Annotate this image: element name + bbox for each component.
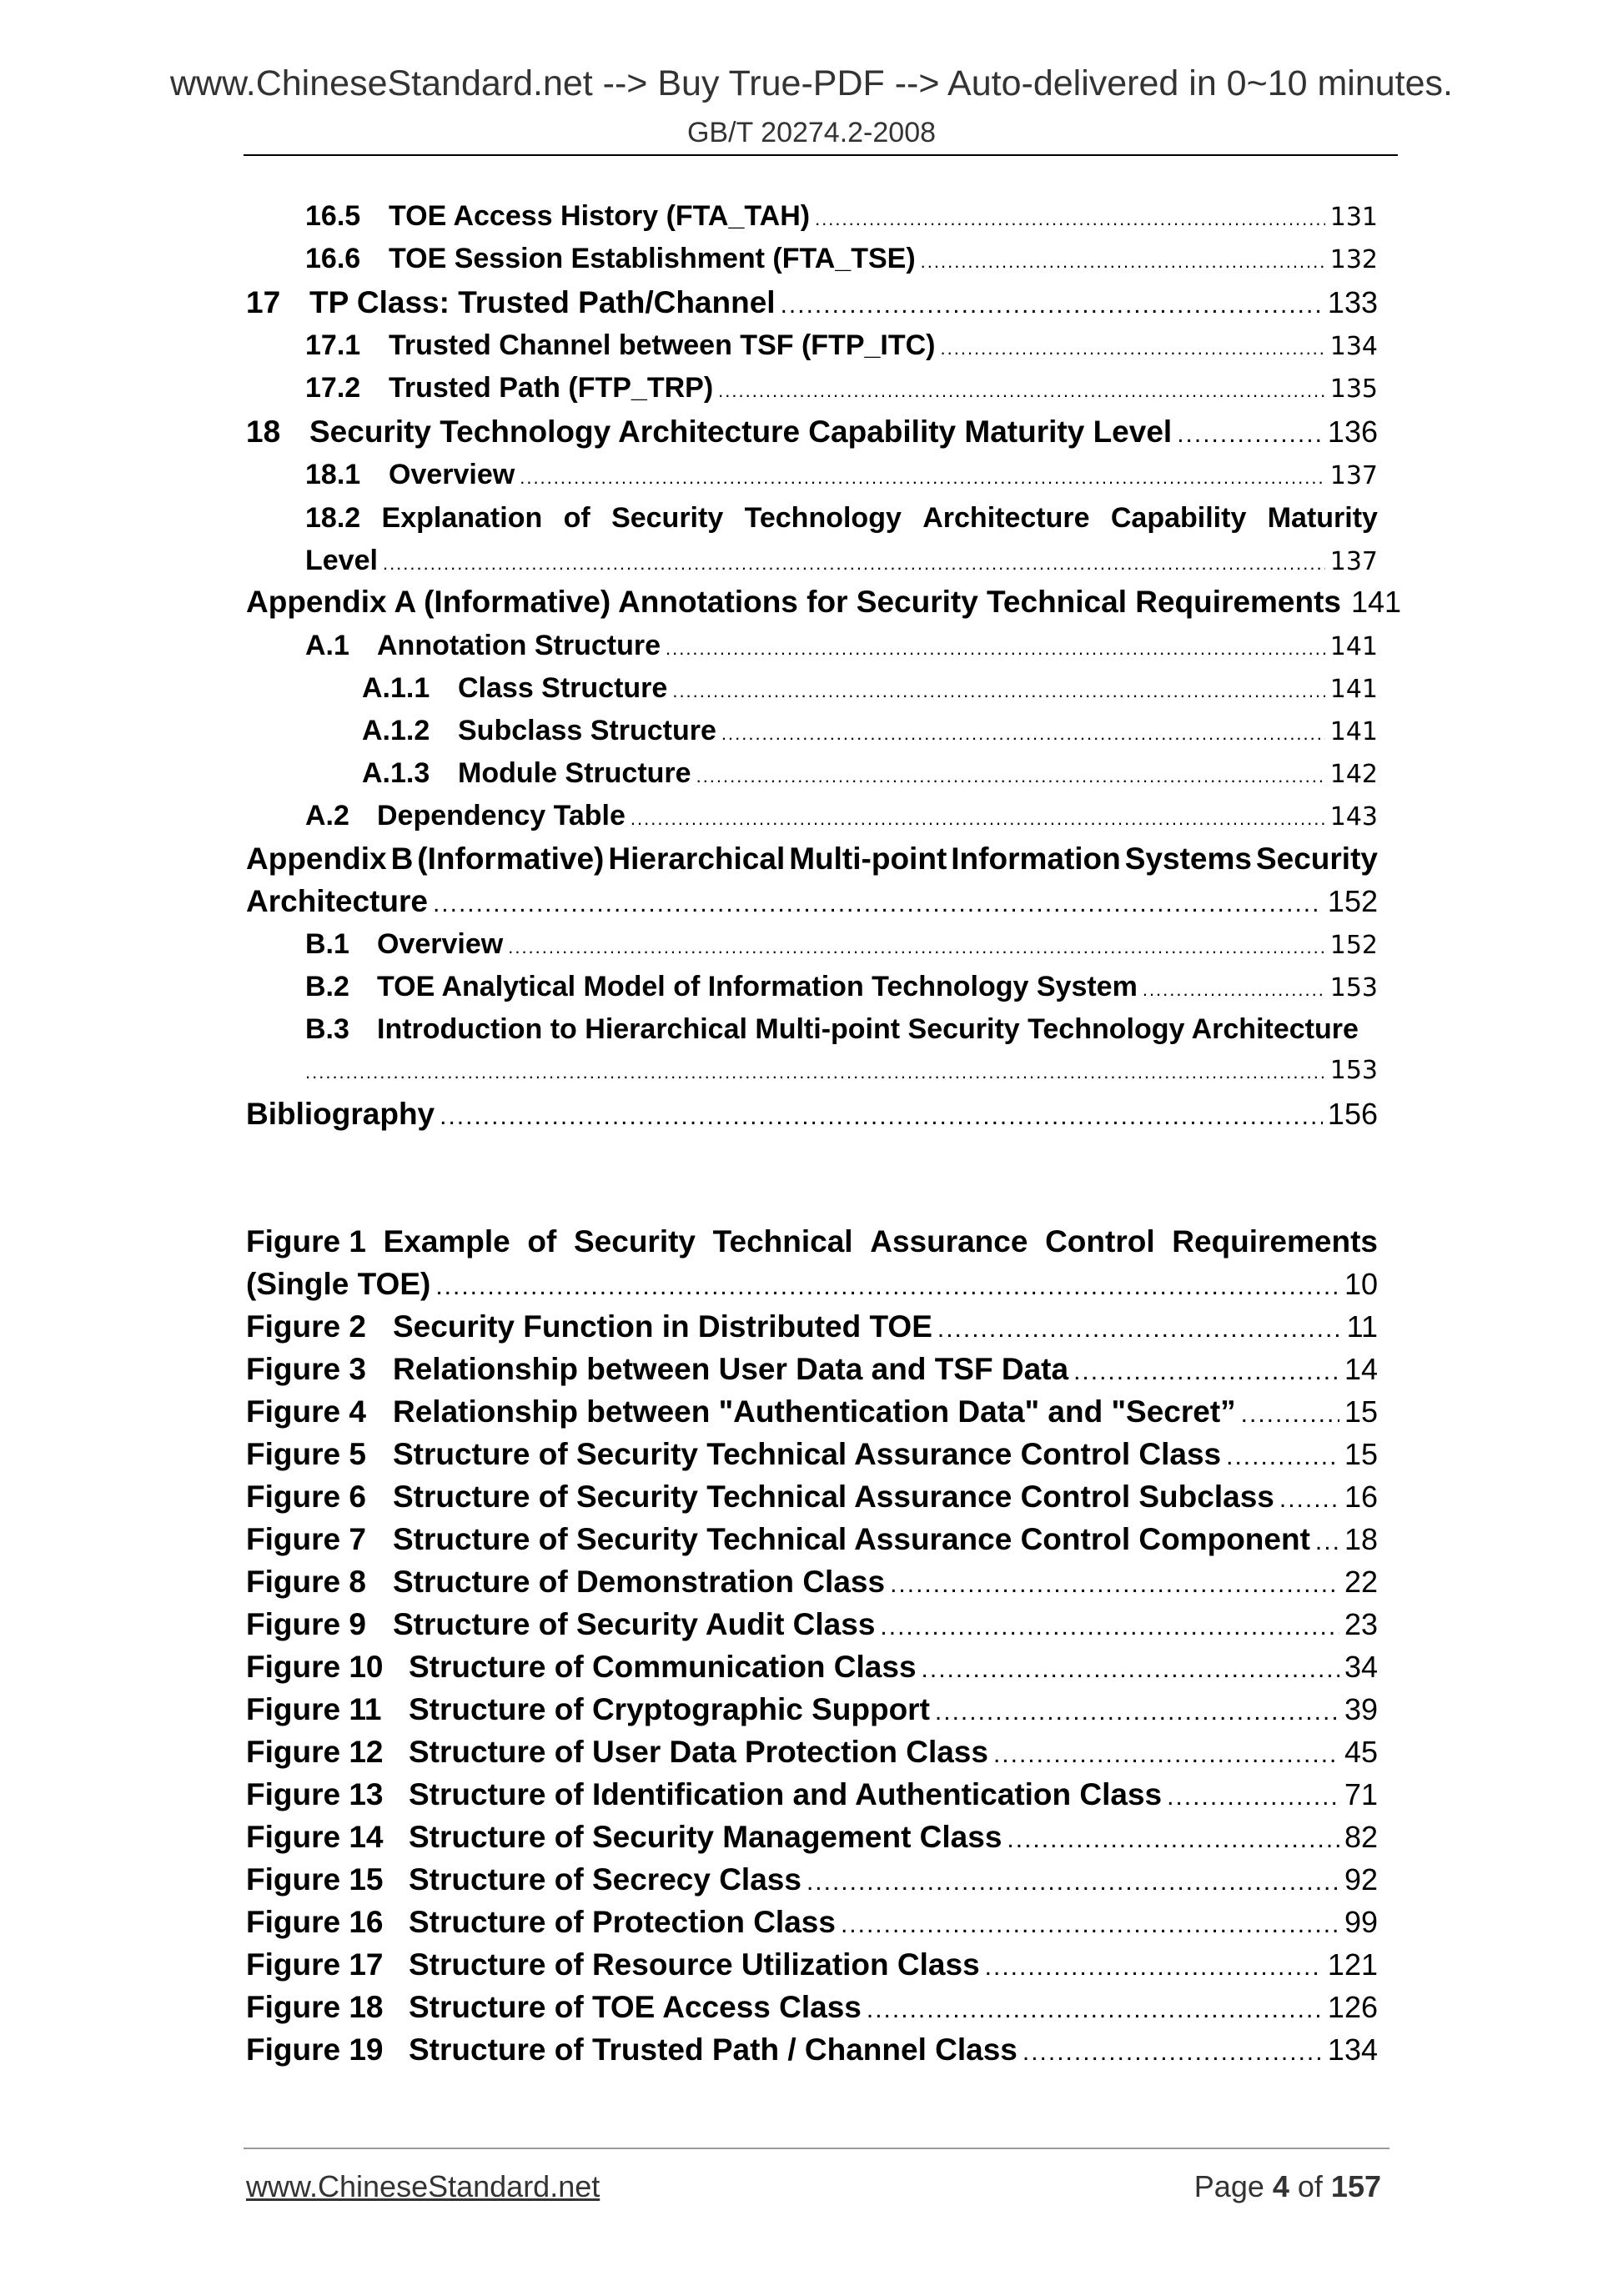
toc-entry[interactable] bbox=[305, 372, 1378, 404]
toc-title-word: Security bbox=[1255, 842, 1378, 876]
figure-entry[interactable] bbox=[246, 1352, 1378, 1387]
figure-page: 23 bbox=[1344, 1607, 1378, 1641]
toc-entry[interactable] bbox=[246, 1097, 1378, 1132]
figure-entry[interactable] bbox=[246, 1947, 1378, 1982]
toc-title: Class Structure bbox=[458, 672, 668, 704]
toc-page: 137 bbox=[1329, 547, 1378, 576]
toc-entry[interactable] bbox=[305, 800, 1378, 832]
figure-page: 15 bbox=[1344, 1437, 1378, 1471]
toc-page: 132 bbox=[1329, 245, 1378, 274]
header-banner[interactable]: www.ChineseStandard.net --> Buy True-PDF --> Auto-delivered in 0~10 minutes. bbox=[169, 63, 1453, 103]
figure-page: 45 bbox=[1344, 1735, 1378, 1769]
figure-title: (Single TOE) bbox=[246, 1267, 431, 1301]
figure-page: 15 bbox=[1344, 1394, 1378, 1429]
figure-page: 22 bbox=[1344, 1565, 1378, 1599]
toc-number: B.3 bbox=[305, 1013, 349, 1045]
figure-title-word: Control bbox=[1045, 1224, 1155, 1259]
toc-leader bbox=[520, 467, 1325, 489]
toc-title: Dependency Table bbox=[377, 800, 626, 831]
figure-title: Structure of User Data Protection Class bbox=[409, 1735, 988, 1769]
figure-entry[interactable] bbox=[246, 1480, 1378, 1515]
figure-label: Figure 11 bbox=[246, 1692, 382, 1726]
figure-label: Figure 3 bbox=[246, 1352, 366, 1386]
toc-title-word: Hierarchical bbox=[608, 842, 786, 876]
toc-page: 137 bbox=[1329, 461, 1378, 490]
toc-entry-continued[interactable] bbox=[305, 1056, 1378, 1085]
toc-leader bbox=[631, 808, 1325, 830]
toc-title: Architecture bbox=[246, 884, 428, 918]
toc-title: Introduction to Hierarchical Multi-point Security Technology Architecture bbox=[377, 1013, 1359, 1045]
figure-label: Figure 4 bbox=[246, 1394, 366, 1429]
toc-title: TOE Analytical Model of Information Technology System bbox=[377, 971, 1138, 1002]
toc-page: 152 bbox=[1327, 884, 1378, 918]
toc-title-word: Information bbox=[951, 842, 1121, 876]
figure-leader bbox=[1315, 1528, 1339, 1556]
toc-title: Subclass Structure bbox=[458, 715, 716, 746]
toc-title: Module Structure bbox=[458, 757, 691, 789]
toc-number: 18.1 bbox=[305, 459, 361, 490]
figure-label: Figure 15 bbox=[246, 1862, 384, 1897]
figure-leader bbox=[806, 1868, 1339, 1897]
figure-page: 39 bbox=[1344, 1692, 1378, 1726]
toc-entry[interactable] bbox=[305, 630, 1378, 662]
toc-title: Overview bbox=[377, 928, 504, 960]
page-current: 4 bbox=[1272, 2169, 1289, 2203]
toc-title: TOE Session Establishment (FTA_TSE) bbox=[389, 243, 916, 274]
toc-entry-continued[interactable] bbox=[305, 545, 1378, 577]
toc-leader bbox=[672, 681, 1324, 702]
figure-label: Figure 7 bbox=[246, 1522, 366, 1556]
figure-page: 10 bbox=[1344, 1267, 1378, 1301]
toc-title-word: Appendix bbox=[246, 842, 387, 876]
toc-number: 16.5 bbox=[305, 200, 361, 232]
toc-leader bbox=[305, 1062, 1325, 1083]
figure-leader bbox=[1279, 1485, 1339, 1514]
toc-number: 18 bbox=[246, 414, 281, 449]
toc-entry[interactable] bbox=[362, 715, 1378, 747]
toc-leader bbox=[1143, 979, 1325, 1001]
toc-title: Level bbox=[305, 545, 378, 576]
figure-page: 121 bbox=[1327, 1947, 1378, 1982]
toc-page: 136 bbox=[1327, 414, 1378, 449]
figure-leader bbox=[841, 1911, 1339, 1939]
toc-leader bbox=[440, 1103, 1323, 1131]
toc-title-word: Explanation bbox=[381, 502, 543, 534]
figure-entry[interactable] bbox=[246, 1905, 1378, 1940]
toc-entry[interactable] bbox=[246, 842, 1378, 877]
toc-entry[interactable] bbox=[246, 285, 1378, 320]
figure-title: Structure of Secrecy Class bbox=[409, 1862, 801, 1897]
toc-number: A.1.2 bbox=[362, 715, 430, 746]
figure-label: Figure 16 bbox=[246, 1905, 384, 1939]
figure-label: Figure 17 bbox=[246, 1947, 384, 1982]
figure-entry[interactable] bbox=[246, 1224, 1378, 1259]
figure-page: 134 bbox=[1327, 2032, 1378, 2067]
figure-leader bbox=[1241, 1400, 1339, 1429]
figure-label: Figure 1 bbox=[246, 1224, 366, 1259]
page-indicator bbox=[1194, 2169, 1381, 2204]
figure-title-word: Example bbox=[383, 1224, 510, 1259]
figure-title-word: Security bbox=[573, 1224, 696, 1259]
toc-page: 134 bbox=[1329, 332, 1378, 361]
figure-entry[interactable] bbox=[246, 1607, 1378, 1642]
toc-title: TOE Access History (FTA_TAH) bbox=[389, 200, 811, 232]
toc-entry[interactable] bbox=[246, 414, 1378, 450]
figure-page: 11 bbox=[1346, 1309, 1378, 1344]
figure-page: 82 bbox=[1344, 1820, 1378, 1854]
toc-title: Security Technology Architecture Capability Maturity Level bbox=[309, 414, 1173, 449]
toc-title-word: Multi-point bbox=[789, 842, 947, 876]
toc-entry[interactable] bbox=[305, 243, 1378, 275]
toc-leader bbox=[718, 380, 1325, 402]
toc-leader bbox=[1177, 420, 1323, 449]
figure-label: Figure 9 bbox=[246, 1607, 366, 1641]
figure-title: Relationship between User Data and TSF Data bbox=[393, 1352, 1069, 1386]
toc-number: 17.2 bbox=[305, 372, 361, 404]
figure-entry[interactable] bbox=[246, 1777, 1378, 1812]
figure-page: 18 bbox=[1344, 1522, 1378, 1556]
toc-page: 141 bbox=[1329, 675, 1378, 704]
toc-number: B.2 bbox=[305, 971, 349, 1002]
toc-title-word: Capability bbox=[1110, 502, 1247, 534]
toc-page: 141 bbox=[1329, 717, 1378, 746]
toc-title-word: of bbox=[563, 502, 590, 534]
toc-leader bbox=[921, 251, 1325, 273]
page-prefix: Page bbox=[1193, 2169, 1273, 2203]
toc-number: 16.6 bbox=[305, 243, 361, 274]
figure-page: 71 bbox=[1344, 1777, 1378, 1811]
figure-label: Figure 13 bbox=[246, 1777, 384, 1811]
figure-page: 99 bbox=[1344, 1905, 1378, 1939]
figure-title: Structure of Protection Class bbox=[409, 1905, 836, 1939]
figure-leader bbox=[993, 1741, 1339, 1769]
figure-leader bbox=[435, 1273, 1339, 1301]
figure-title: Structure of Communication Class bbox=[409, 1650, 917, 1684]
figure-label: Figure 12 bbox=[246, 1735, 384, 1769]
figure-entry[interactable] bbox=[246, 1394, 1378, 1429]
figure-leader bbox=[880, 1613, 1339, 1641]
figure-title: Security Function in Distributed TOE bbox=[393, 1309, 932, 1344]
page-of: of bbox=[1289, 2169, 1331, 2203]
toc-leader bbox=[696, 766, 1325, 787]
figure-title: Structure of Trusted Path / Channel Class bbox=[409, 2032, 1018, 2067]
figure-page: 16 bbox=[1344, 1480, 1378, 1514]
figure-leader bbox=[890, 1570, 1339, 1599]
toc-entry[interactable] bbox=[362, 757, 1378, 790]
toc-number: 17.1 bbox=[305, 329, 361, 361]
toc-title: Appendix A (Informative) Annotations for Security Technical Requirements bbox=[246, 585, 1341, 619]
figure-leader bbox=[1023, 2038, 1323, 2067]
figure-label: Figure 5 bbox=[246, 1437, 366, 1471]
toc-leader bbox=[815, 208, 1325, 230]
toc-leader bbox=[383, 553, 1325, 575]
toc-leader bbox=[941, 338, 1325, 359]
figure-title: Structure of Demonstration Class bbox=[393, 1565, 886, 1599]
figure-page: 92 bbox=[1344, 1862, 1378, 1897]
toc-page: 152 bbox=[1329, 931, 1378, 960]
toc-title: Annotation Structure bbox=[377, 630, 661, 661]
figure-entry[interactable] bbox=[246, 1565, 1378, 1600]
toc-title-word: Technology bbox=[744, 502, 902, 534]
figure-title: Structure of Security Audit Class bbox=[393, 1607, 876, 1641]
figure-leader bbox=[867, 1996, 1323, 2024]
figure-entry[interactable] bbox=[246, 1735, 1378, 1770]
figure-entry[interactable] bbox=[246, 1820, 1378, 1855]
figure-entry[interactable] bbox=[246, 2032, 1378, 2067]
toc-page: 153 bbox=[1329, 1056, 1378, 1085]
toc-number: 17 bbox=[246, 285, 281, 319]
toc-page: 153 bbox=[1329, 973, 1378, 1002]
figure-title-word: of bbox=[527, 1224, 557, 1259]
toc-entry[interactable] bbox=[305, 502, 1378, 535]
figure-leader bbox=[1226, 1443, 1339, 1471]
toc-title-word: Maturity bbox=[1267, 502, 1378, 534]
footer-site-link[interactable]: www.ChineseStandard.net bbox=[246, 2169, 600, 2203]
toc-entry[interactable] bbox=[305, 329, 1378, 362]
figure-entry[interactable] bbox=[246, 1862, 1378, 1897]
figure-title: Structure of Security Technical Assurance Control Subclass bbox=[393, 1480, 1274, 1514]
toc-title-word: Security bbox=[611, 502, 724, 534]
toc-number: A.1.1 bbox=[362, 672, 430, 704]
figure-leader bbox=[985, 1953, 1323, 1982]
toc-page: 141 bbox=[1351, 585, 1402, 619]
figure-leader bbox=[1007, 1826, 1339, 1854]
toc-leader bbox=[433, 890, 1323, 918]
toc-number: A.2 bbox=[305, 800, 349, 831]
figure-title: Relationship between "Authentication Data" and "Secret” bbox=[393, 1394, 1236, 1429]
toc-page: 156 bbox=[1327, 1097, 1378, 1131]
footer-divider bbox=[244, 2148, 1389, 2149]
figure-label: Figure 14 bbox=[246, 1820, 384, 1854]
toc-title-word: (Informative) bbox=[417, 842, 605, 876]
toc-entry[interactable] bbox=[305, 1013, 1378, 1046]
toc-title-word: Architecture bbox=[922, 502, 1090, 534]
figure-label: Figure 18 bbox=[246, 1990, 384, 2024]
figure-label: Figure 19 bbox=[246, 2032, 384, 2067]
figure-label: Figure 10 bbox=[246, 1650, 384, 1684]
toc-page: 133 bbox=[1327, 285, 1378, 319]
figure-page: 34 bbox=[1344, 1650, 1378, 1684]
figure-leader bbox=[922, 1655, 1339, 1684]
toc-title-word: Systems bbox=[1124, 842, 1252, 876]
header-divider bbox=[244, 154, 1398, 156]
figure-title: Structure of Cryptographic Support bbox=[409, 1692, 930, 1726]
figure-label: Figure 8 bbox=[246, 1565, 366, 1599]
toc-page: 142 bbox=[1329, 760, 1378, 789]
figure-page: 126 bbox=[1327, 1990, 1378, 2024]
figure-label: Figure 6 bbox=[246, 1480, 366, 1514]
figure-title: Structure of Security Management Class bbox=[409, 1820, 1002, 1854]
toc-number: A.1 bbox=[305, 630, 349, 661]
figure-entry[interactable] bbox=[246, 1692, 1378, 1727]
figure-title-word: Technical bbox=[712, 1224, 853, 1259]
figure-leader bbox=[937, 1315, 1342, 1344]
toc-page: 141 bbox=[1329, 632, 1378, 661]
toc-number: 18.2 bbox=[305, 502, 361, 534]
toc-number: B.1 bbox=[305, 928, 349, 960]
toc-leader bbox=[781, 291, 1323, 319]
figure-title: Structure of Security Technical Assurance Control Class bbox=[393, 1437, 1222, 1471]
toc-leader bbox=[721, 723, 1325, 745]
figure-title: Structure of TOE Access Class bbox=[409, 1990, 862, 2024]
standard-number: GB/T 20274.2-2008 bbox=[686, 117, 937, 148]
figure-title: Structure of Identification and Authentication Class bbox=[409, 1777, 1163, 1811]
toc-number: A.1.3 bbox=[362, 757, 430, 789]
figure-entry[interactable] bbox=[246, 1990, 1378, 2025]
figure-leader bbox=[935, 1698, 1339, 1726]
figure-entry[interactable] bbox=[246, 1437, 1378, 1472]
toc-entry[interactable] bbox=[305, 459, 1378, 491]
toc-title: Trusted Path (FTP_TRP) bbox=[389, 372, 714, 404]
toc-leader bbox=[666, 638, 1325, 660]
toc-entry-continued[interactable] bbox=[246, 884, 1378, 919]
toc-page: 135 bbox=[1329, 374, 1378, 404]
figure-entry[interactable] bbox=[246, 1650, 1378, 1685]
figure-title-word: Requirements bbox=[1172, 1224, 1378, 1259]
figure-entry[interactable] bbox=[246, 1522, 1378, 1557]
toc-title-word: B bbox=[390, 842, 414, 876]
toc-title: Trusted Channel between TSF (FTP_ITC) bbox=[389, 329, 936, 361]
figure-title-word: Assurance bbox=[870, 1224, 1028, 1259]
toc-entry[interactable] bbox=[246, 585, 1402, 620]
figure-leader bbox=[1167, 1783, 1339, 1811]
toc-page: 143 bbox=[1329, 802, 1378, 831]
figure-title: Structure of Security Technical Assurance Control Component bbox=[393, 1522, 1310, 1556]
figure-leader bbox=[1073, 1358, 1339, 1386]
toc-leader bbox=[508, 937, 1325, 958]
figure-entry-continued[interactable] bbox=[246, 1267, 1378, 1302]
figure-title: Structure of Resource Utilization Class bbox=[409, 1947, 980, 1982]
toc-title: Overview bbox=[389, 459, 515, 490]
toc-page: 131 bbox=[1329, 203, 1378, 232]
toc-entry[interactable] bbox=[305, 928, 1378, 961]
toc-entry[interactable] bbox=[305, 200, 1378, 233]
figure-label: Figure 2 bbox=[246, 1309, 366, 1344]
figure-page: 14 bbox=[1344, 1352, 1378, 1386]
toc-title: Bibliography bbox=[246, 1097, 435, 1131]
toc-entry[interactable] bbox=[305, 971, 1378, 1003]
toc-entry[interactable] bbox=[362, 672, 1378, 705]
figure-entry[interactable] bbox=[246, 1309, 1378, 1344]
toc-title: TP Class: Trusted Path/Channel bbox=[309, 285, 776, 319]
page-total: 157 bbox=[1330, 2169, 1381, 2203]
